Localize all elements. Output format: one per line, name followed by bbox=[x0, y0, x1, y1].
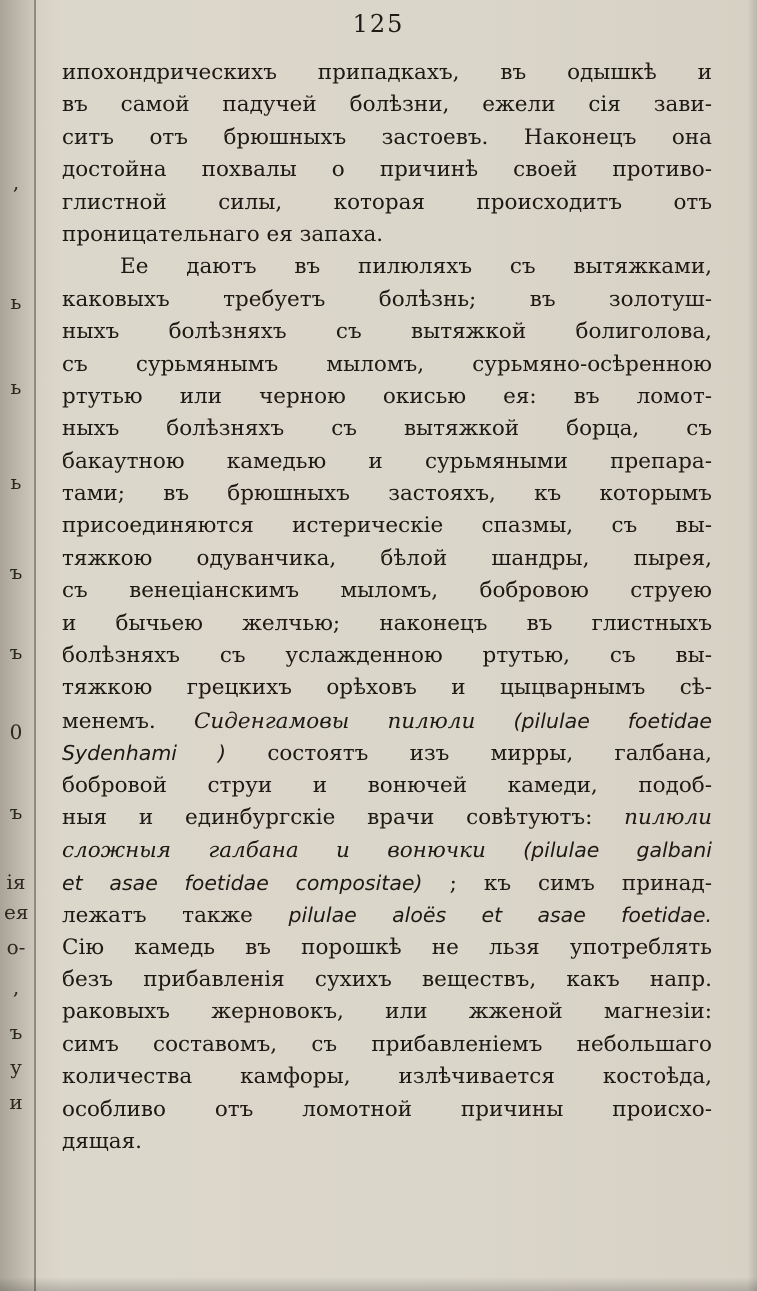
text-segment: ; къ симъ принад- bbox=[449, 870, 712, 896]
text-line: ртутью или черною окисью ея: въ ломот- bbox=[62, 383, 712, 409]
gutter-fragment: ь bbox=[10, 375, 22, 399]
text-line-mixed bbox=[62, 705, 712, 737]
gutter-fragment: , bbox=[12, 975, 20, 999]
latin-term: Sydenhami ) bbox=[62, 741, 226, 766]
gutter-fragment: ь bbox=[10, 470, 22, 494]
gutter-fragment: о- bbox=[6, 935, 26, 959]
gutter-fragment: у bbox=[10, 1055, 22, 1079]
gutter-fragment: ъ bbox=[9, 1020, 23, 1044]
text-line: съ сурьмянымъ мыломъ, сурьмяно-осѣренною bbox=[62, 351, 712, 377]
gutter-fragment: ія bbox=[6, 870, 26, 894]
italic-term: пилюли bbox=[624, 804, 712, 830]
text-line: глистной силы, которая происходитъ отъ bbox=[62, 189, 712, 215]
latin-term: et asae foetidae compositae) bbox=[62, 870, 423, 895]
gutter-fragment: , bbox=[12, 170, 20, 194]
latin-term: (pilulae foetidae bbox=[513, 708, 712, 733]
text-line: безъ прибавленія сухихъ веществъ, какъ напр. bbox=[62, 966, 712, 992]
text-line: въ самой падучей болѣзни, ежели сія зави- bbox=[62, 92, 712, 118]
text-line: симъ составомъ, съ прибавленіемъ небольшаго bbox=[62, 1031, 712, 1057]
previous-page-gutter bbox=[0, 0, 36, 1291]
text-line: и бычьею желчью; наконецъ въ глистныхъ bbox=[62, 610, 712, 636]
text-line: проницательнаго ея запаха. bbox=[62, 221, 384, 247]
text-line: раковыхъ жерновокъ, или жженой магнезіи: bbox=[62, 999, 712, 1025]
text-line: дящая. bbox=[62, 1128, 143, 1154]
text-line-mixed bbox=[62, 899, 712, 931]
gutter-fragment: ъ bbox=[9, 560, 23, 584]
text-segment: менемъ. bbox=[62, 708, 156, 734]
text-line-mixed bbox=[62, 737, 712, 769]
text-line-mixed bbox=[62, 834, 712, 866]
text-line: каковыхъ требуетъ болѣзнь; въ золотуш- bbox=[62, 286, 712, 312]
gutter-fragment: ь bbox=[10, 290, 22, 314]
text-line: бобровой струи и вонючей камеди, подоб- bbox=[62, 772, 712, 798]
text-line: ныхъ болѣзняхъ съ вытяжкой борца, съ bbox=[62, 416, 712, 442]
text-line-mixed bbox=[62, 802, 712, 834]
text-segment: лежатъ также bbox=[62, 903, 253, 929]
text-line: достойна похвалы о причинѣ своей противо- bbox=[62, 157, 712, 183]
gutter-fragment: ъ bbox=[9, 640, 23, 664]
gutter-fragment: ея bbox=[4, 900, 29, 924]
paragraph-start-line: Ее даютъ въ пилюляхъ съ вытяжками, bbox=[120, 254, 712, 280]
text-line: съ венеціанскимъ мыломъ, бобровою струею bbox=[62, 578, 712, 604]
text-line: тяжкою грецкихъ орѣховъ и цыцварнымъ сѣ- bbox=[62, 675, 712, 701]
page-number: 125 bbox=[352, 10, 405, 38]
text-line: тяжкою одуванчика, бѣлой шандры, пырея, bbox=[62, 545, 712, 571]
body-text bbox=[62, 57, 712, 1158]
text-line: Сію камедь въ порошкѣ не льзя употреблять bbox=[62, 934, 712, 960]
text-line: ныхъ болѣзняхъ съ вытяжкой болиголова, bbox=[62, 319, 712, 345]
gutter-fragment: и bbox=[9, 1090, 23, 1114]
italic-term: Сиденгамовы пилюли bbox=[193, 708, 476, 734]
page-bottom-shadow bbox=[0, 1277, 757, 1291]
text-segment: состоятъ изъ мирры, галбана, bbox=[267, 741, 712, 767]
italic-term: сложныя галбана и вонючки bbox=[62, 838, 486, 864]
text-line: тами; въ брюшныхъ застояхъ, къ которымъ bbox=[62, 481, 712, 507]
text-line: присоединяются истерическіе спазмы, съ вы- bbox=[62, 513, 712, 539]
page-edge-shadow bbox=[747, 0, 757, 1291]
gutter-fragment: ъ bbox=[9, 800, 23, 824]
text-line: количества камфоры, излѣчивается костоѣда, bbox=[62, 1064, 712, 1090]
text-line: болѣзняхъ съ услажденною ртутью, съ вы- bbox=[62, 643, 712, 669]
text-segment: ныя и единбургскіе врачи совѣтуютъ: bbox=[62, 804, 593, 830]
text-line-mixed bbox=[62, 867, 712, 899]
latin-term: pilulae aloës et asae foetidae. bbox=[288, 903, 712, 928]
text-line: особливо отъ ломотной причины происхо- bbox=[62, 1096, 712, 1122]
latin-term: (pilulae galbani bbox=[523, 838, 712, 863]
text-line: ипохондрическихъ припадкахъ, въ одышкѣ и bbox=[62, 60, 712, 85]
gutter-fragment: 0 bbox=[9, 720, 23, 744]
text-line: бакаутною камедью и сурьмяными препара- bbox=[62, 448, 712, 474]
text-line: ситъ отъ брюшныхъ застоевъ. Наконецъ она bbox=[62, 124, 712, 150]
